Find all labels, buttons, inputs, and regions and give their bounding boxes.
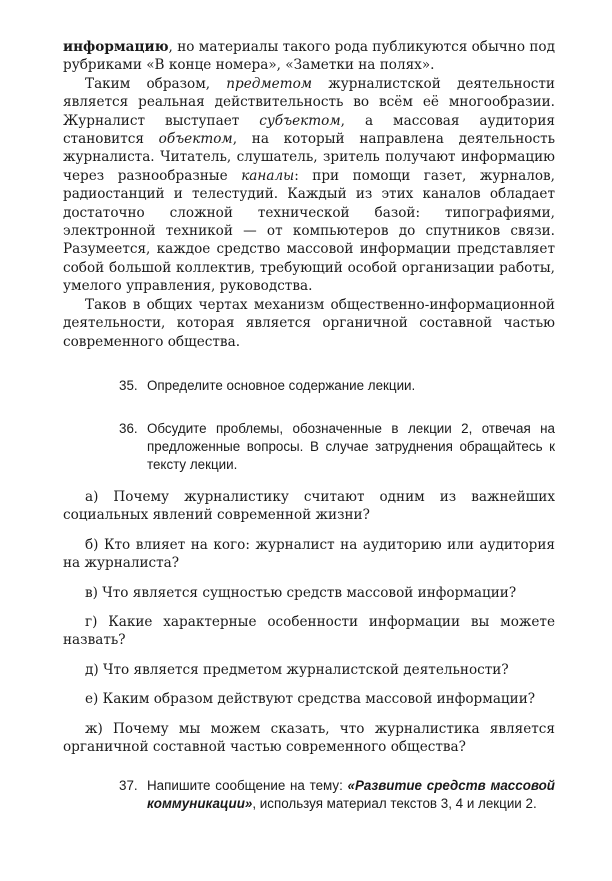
- paragraph-subject-object: [63, 75, 555, 296]
- term-predmet: предметом: [226, 75, 313, 92]
- term-subject: субъектом: [259, 112, 341, 129]
- task-36: [119, 420, 555, 474]
- intro-bold-word: информацию: [63, 39, 169, 55]
- task-37-text-a: Напишите сообщение на тему:: [147, 778, 348, 794]
- p2-text-e: , а массовая аудитория становится: [63, 112, 555, 148]
- question-g: г) Какие характерные особенности информации вы можете назвать?: [63, 613, 555, 649]
- task-35: [119, 377, 555, 395]
- task-35-text: Определите основное содержание лекции.: [147, 377, 416, 393]
- question-zh: ж) Почему мы можем сказать, что журналистика является органичной составной частью современного общества?: [63, 720, 555, 755]
- question-v: в) Что является сущностью средств массовой информации?: [85, 584, 517, 601]
- p2-text-g: , на который направлена деятельность журналиста. Читатель, слушатель, зритель получают информацию через разнообразные: [63, 131, 555, 184]
- task-37: [119, 777, 555, 813]
- task-35-number: 35.: [119, 377, 138, 393]
- task-37-number: 37.: [119, 778, 138, 794]
- p2-text-i: : при помощи газет, журналов, радиостанций и телестудий. Каждый из этих каналов обладает достаточно сложной технической базой: типографиями, электронной техникой — от компьютеров до спутников связи. Разумеется, каждое средство массовой информации представляет собой большой коллектив, требующий особой организации работы, умелого управления, руководства.: [63, 167, 555, 295]
- question-d: д) Что является предметом журналистской деятельности?: [85, 661, 509, 678]
- question-a: а) Почему журналистику считают одним из важнейших социальных явлений современной жизни?: [63, 488, 555, 524]
- intro-rest: , но материалы такого рода публикуются обычно под рубриками «В конце номера», «Заметки на полях».: [63, 39, 555, 74]
- term-channels: каналы: [241, 167, 295, 184]
- p2-text-c: журналистской деятельности является реальная действительность во всём её многообразии. Журналист выступает: [63, 75, 555, 129]
- task-37-text-c: , используя материал текстов 3, 4 и лекции 2.: [252, 796, 537, 812]
- task-36-number: 36.: [119, 420, 138, 436]
- page-content: [63, 38, 555, 813]
- p2-text-a: Таким образом,: [85, 75, 227, 92]
- question-e: е) Каким образом действуют средства массовой информации?: [85, 691, 536, 708]
- intro-paragraph: [63, 38, 555, 75]
- task-37-topic: «Развитие средств массовой коммуникации»: [147, 778, 555, 812]
- question-b: б) Кто влияет на кого: журналист на аудиторию или аудитория на журналиста?: [63, 536, 555, 572]
- task-36-text: Обсудите проблемы, обозначенные в лекции 2, отвечая на предложенные вопросы. В случае затруднения обращайтесь к тексту лекции.: [147, 420, 555, 472]
- term-object: объектом: [158, 131, 233, 148]
- task-37-text: [147, 777, 555, 813]
- paragraph-conclusion: Таков в общих чертах механизм общественно-информационной деятельности, которая является органичной составной частью современного общества.: [63, 296, 555, 350]
